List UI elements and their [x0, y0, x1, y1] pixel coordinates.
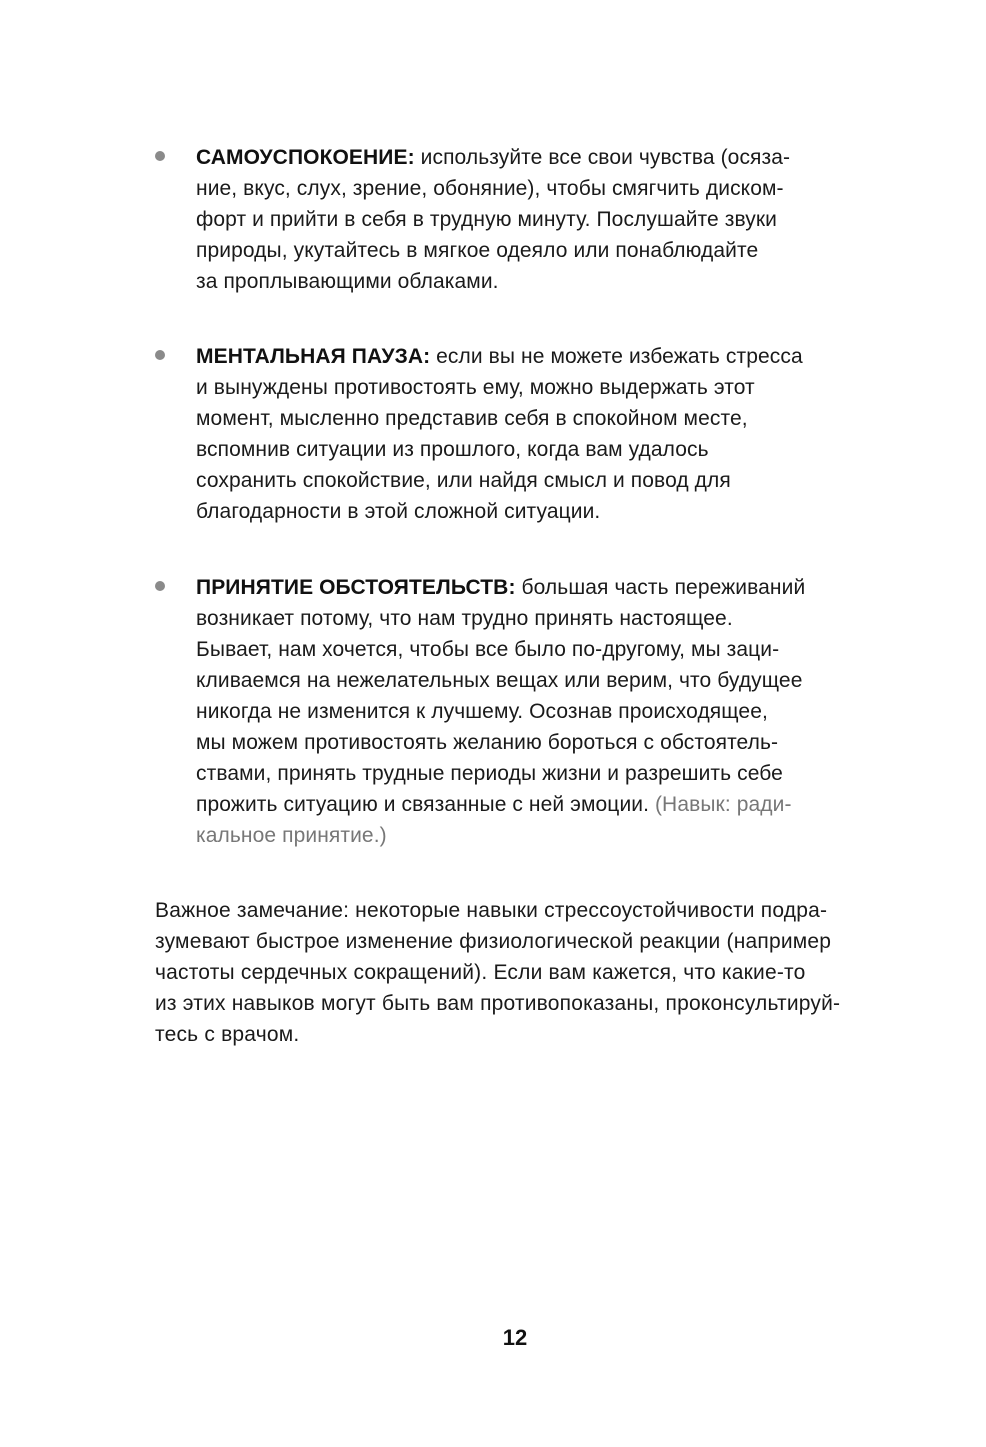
skill-note: (Навык: ради-: [654, 793, 792, 816]
bullet-dot-icon: [155, 581, 165, 591]
bullet-term: САМОУСПОКОЕНИЕ:: [196, 146, 415, 169]
bullet-line: сохранить спокойствие, или найдя смысл и повод для: [196, 469, 731, 492]
bullet-line: кливаемся на нежелательных вещах или верим, что будущее: [196, 669, 803, 692]
bullet-line: вспомнив ситуации из прошлого, когда вам удалось: [196, 438, 709, 461]
bullet-text: используйте все свои чувства (осяза-: [414, 146, 791, 169]
bullet-text: прожить ситуацию и связанные с ней эмоции.: [196, 793, 655, 816]
bullet-line: природы, укутайтесь в мягкое одеяло или понаблюдайте: [196, 239, 759, 262]
bullet-line: возникает потому, что нам трудно принять настоящее.: [196, 607, 733, 630]
paragraph-line: из этих навыков могут быть вам противопоказаны, проконсультируй-: [155, 992, 841, 1015]
bullet-term: МЕНТАЛЬНАЯ ПАУЗА:: [196, 345, 431, 368]
bullet-line: ствами, принять трудные периоды жизни и разрешить себе: [196, 762, 783, 785]
bullet-line: благодарности в этой сложной ситуации.: [196, 500, 601, 523]
paragraph-line: тесь с врачом.: [155, 1023, 300, 1046]
bullet-line: никогда не изменится к лучшему. Осознав происходящее,: [196, 700, 768, 723]
page-number: 12: [502, 1325, 528, 1350]
bullet-line: момент, мысленно представив себя в спокойном месте,: [196, 407, 748, 430]
bullet-line: Бывает, нам хочется, чтобы все было по-другому, мы заци-: [196, 638, 780, 661]
bullet-line: ние, вкус, слух, зрение, обоняние), чтобы смягчить диском-: [196, 177, 784, 200]
paragraph-line: частоты сердечных сокращений). Если вам кажется, что какие-то: [155, 961, 806, 984]
bullet-line: форт и прийти в себя в трудную минуту. Послушайте звуки: [196, 208, 777, 231]
bullet-line: [196, 820, 387, 851]
bullet-line: [196, 142, 790, 173]
bullet-line: и вынуждены противостоять ему, можно выдержать этот: [196, 376, 755, 399]
bullet-term: ПРИНЯТИЕ ОБСТОЯТЕЛЬСТВ:: [196, 576, 516, 599]
bullet-line: [196, 789, 792, 820]
bullet-dot-icon: [155, 350, 165, 360]
paragraph-line: зумевают быстрое изменение физиологической реакции (например: [155, 930, 832, 953]
bullet-text: большая часть переживаний: [515, 576, 806, 599]
bullet-dot-icon: [155, 151, 165, 161]
bullet-text: если вы не можете избежать стресса: [430, 345, 803, 368]
bullet-line: [196, 572, 805, 603]
paragraph-line: Важное замечание: некоторые навыки стрессоустойчивости подра-: [155, 899, 828, 922]
bullet-line: [196, 341, 803, 372]
bullet-line: за проплывающими облаками.: [196, 270, 499, 293]
skill-note: кальное принятие.): [196, 824, 387, 847]
bullet-line: мы можем противостоять желанию бороться с обстоятель-: [196, 731, 779, 754]
